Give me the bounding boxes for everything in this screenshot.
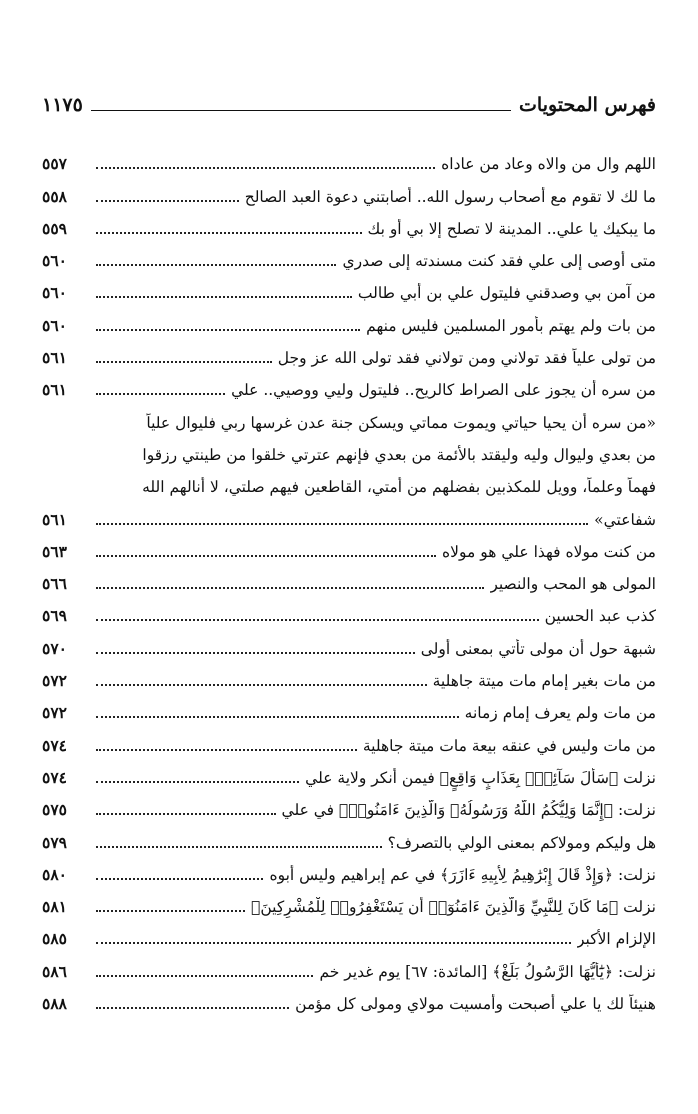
toc-entry[interactable] — [42, 824, 656, 856]
dot-leader — [96, 781, 299, 783]
toc-entry[interactable] — [42, 630, 656, 662]
entry-page: ٥٥٨ — [42, 186, 67, 206]
entry-line — [42, 437, 656, 469]
entry-title: ما يبكيك يا علي.. المدينة لا تصلح إلا بي أو بك — [367, 219, 656, 238]
entry-line-text: فهماً وعلماً، وويل للمكذبين بفضلهم من أمتي، القاطعين فيهم صلتي، لا أنالهم الله — [142, 478, 656, 497]
entry-line — [42, 469, 656, 501]
entry-title: من آمن بي وصدقني فليتول علي بن أبي طالب — [357, 284, 656, 303]
toc-entry[interactable] — [42, 146, 656, 178]
entry-title: كذب عبد الحسين — [544, 607, 656, 626]
dot-leader — [96, 555, 436, 557]
entry-title: هنيئاً لك يا علي أصبحت وأمسيت مولاي ومولى كل مؤمن — [295, 995, 656, 1014]
entry-title: نزلت: ﴿وَإِذْ قَالَ إِبْرَٰهِيمُ لِأَبِيهِ ءَازَرَ﴾ في عم إبراهيم وليس أبوه — [269, 865, 656, 884]
dot-leader — [96, 684, 427, 686]
entry-page: ٥٦٣ — [42, 541, 67, 561]
entry-title: من مات وليس في عنقه بيعة مات ميتة جاهلية — [362, 736, 656, 755]
entry-title: من كنت مولاه فهذا علي هو مولاه — [442, 542, 656, 561]
entry-title: نزلت: ﴿يَٰٓأَيُّهَا الرَّسُولُ بَلِّغْ﴾ [المائدة: ٦٧] يوم غدير خم — [319, 962, 656, 981]
entry-line — [42, 404, 656, 436]
entry-title: نزلت ﴿سَأَلَ سَآئِلُۢ بِعَذَابٍ وَاقِعٍ﴾ فيمن أنكر ولاية علي — [305, 768, 656, 787]
entry-page: ٥٧٢ — [42, 703, 67, 723]
dot-leader — [96, 523, 588, 525]
page-title: فهرس المحتويات — [519, 94, 656, 116]
entry-title: من تولى علياً فقد تولاني ومن تولاني فقد تولى الله عز وجل — [277, 349, 656, 368]
entry-page: ٥٨٥ — [42, 929, 67, 949]
dot-leader — [96, 716, 459, 718]
entry-page: ٥٦٩ — [42, 606, 67, 626]
dot-leader — [96, 652, 415, 654]
dot-leader — [96, 200, 239, 202]
entry-page: ٥٦٠ — [42, 283, 67, 303]
entry-title: ما لك لا تقوم مع أصحاب رسول الله.. أصابتني دعوة العبد الصالح — [244, 187, 656, 206]
toc-entry[interactable] — [42, 986, 656, 1018]
entry-page: ٥٧٢ — [42, 671, 67, 691]
entry-page: ٥٦١ — [42, 509, 67, 529]
toc-entry[interactable] — [42, 857, 656, 889]
entry-page: ٥٨٨ — [42, 994, 67, 1014]
entry-title: من مات ولم يعرف إمام زمانه — [464, 704, 656, 723]
toc-entry[interactable] — [42, 178, 656, 210]
toc-entry[interactable] — [42, 307, 656, 339]
toc-entry[interactable] — [42, 760, 656, 792]
dot-leader — [96, 619, 539, 621]
dot-leader — [96, 232, 362, 234]
entry-page: ٥٨٦ — [42, 961, 67, 981]
dot-leader — [96, 878, 263, 880]
dot-leader — [96, 910, 245, 912]
entry-title: من سره أن يجوز على الصراط كالريح.. فليتول وليي ووصيي.. علي — [231, 381, 656, 400]
dot-leader — [96, 813, 276, 815]
toc-entry[interactable] — [42, 534, 656, 566]
dot-leader — [96, 329, 360, 331]
dot-leader — [96, 296, 352, 298]
header-rule — [91, 110, 511, 111]
entry-title: شبهة حول أن مولى تأتي بمعنى أولى — [420, 639, 656, 658]
dot-leader — [96, 361, 272, 363]
entry-page: ٥٥٧ — [42, 154, 67, 174]
toc-entry[interactable] — [42, 727, 656, 759]
entry-line-text: «من سره أن يحيا حياتي ويموت مماتي ويسكن جنة عدن غرسها ربي فليوال علياً — [146, 413, 656, 432]
entry-title: نزلت ﴿مَا كَانَ لِلنَّبِيِّ وَالَّذِينَ ءَامَنُوٓا۟ أَن يَسْتَغْفِرُوا۟ لِلْمُشْرِكِينَ﴾ — [251, 898, 656, 917]
dot-leader — [96, 264, 336, 266]
dot-leader — [96, 846, 382, 848]
toc-entry[interactable] — [42, 275, 656, 307]
entry-page: ٥٧٠ — [42, 638, 67, 658]
entry-page: ٥٧٤ — [42, 767, 67, 787]
dot-leader — [96, 1007, 289, 1009]
table-of-contents — [42, 146, 656, 1018]
toc-entry[interactable] — [42, 953, 656, 985]
entry-page: ٥٦١ — [42, 348, 67, 368]
dot-leader — [96, 393, 225, 395]
page-number: ١١٧٥ — [42, 94, 83, 116]
entry-title: من مات بغير إمام مات ميتة جاهلية — [432, 672, 656, 691]
toc-entry[interactable] — [42, 792, 656, 824]
entry-title: اللهم وال من والاه وعاد من عاداه — [441, 155, 656, 174]
toc-entry[interactable] — [42, 598, 656, 630]
entry-page: ٥٧٤ — [42, 735, 67, 755]
entry-page: ٥٧٥ — [42, 800, 67, 820]
toc-entry[interactable] — [42, 243, 656, 275]
entry-title: من بات ولم يهتم بأمور المسلمين فليس منهم — [366, 316, 656, 335]
entry-title: هل وليكم ومولاكم بمعنى الولي بالتصرف؟ — [387, 833, 656, 852]
toc-entry[interactable] — [42, 211, 656, 243]
toc-entry[interactable] — [42, 372, 656, 404]
page-header — [42, 86, 656, 116]
toc-entry[interactable] — [42, 695, 656, 727]
entry-page: ٥٦٠ — [42, 315, 67, 335]
toc-entry-multiline[interactable] — [42, 404, 656, 533]
dot-leader — [96, 975, 313, 977]
toc-entry[interactable] — [42, 340, 656, 372]
entry-page: ٥٦٠ — [42, 251, 67, 271]
entry-title: شفاعتي» — [594, 510, 656, 529]
toc-entry[interactable] — [42, 921, 656, 953]
entry-title: نزلت: ﴿إِنَّمَا وَلِيُّكُمُ اللَّهُ وَرَسُولُهُۥ وَالَّذِينَ ءَامَنُوا۟﴾ في علي — [281, 801, 656, 820]
dot-leader — [96, 587, 484, 589]
entry-page: ٥٥٩ — [42, 218, 67, 238]
entry-title: المولى هو المحب والنصير — [490, 575, 656, 594]
entry-page: ٥٦٦ — [42, 574, 67, 594]
toc-entry[interactable] — [42, 566, 656, 598]
toc-entry[interactable] — [42, 889, 656, 921]
entry-last-line — [42, 501, 656, 533]
entry-page: ٥٧٩ — [42, 832, 67, 852]
entry-page: ٥٦١ — [42, 380, 67, 400]
dot-leader — [96, 749, 357, 751]
dot-leader — [96, 942, 571, 944]
entry-title: متى أوصى إلى علي فقد كنت مسندته إلى صدري — [342, 252, 656, 271]
entry-page: ٥٨١ — [42, 897, 67, 917]
entry-line-text: من بعدي وليوال وليه وليقتد بالأئمة من بعدي فإنهم عترتي خلقوا من طينتي رزقوا — [142, 445, 656, 464]
entry-title: الإلزام الأكبر — [576, 930, 656, 949]
dot-leader — [96, 167, 435, 169]
toc-entry[interactable] — [42, 663, 656, 695]
entry-page: ٥٨٠ — [42, 864, 67, 884]
